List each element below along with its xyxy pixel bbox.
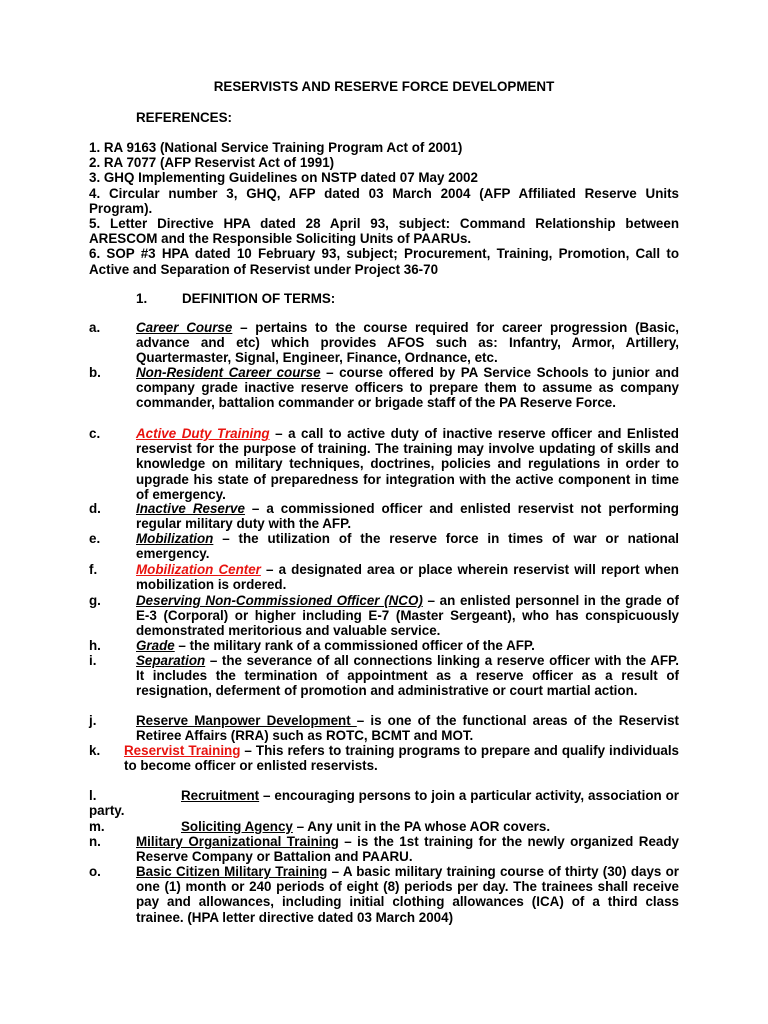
definition-text: – a designated area or place wherein reservist will report when mobilization is ordered. <box>136 562 679 593</box>
definition-text: – an enlisted personnel in the grade of E-3 (Corporal) or higher including E-7 (Master Sergeant), who has conspicuously demonstrated meritorious and valuable service. <box>136 593 679 639</box>
definition-item <box>89 743 679 773</box>
definition-text: – Any unit in the PA whose AOR covers. <box>292 819 551 834</box>
definition-text: – encouraging persons to join a particular activity, association or party. <box>89 788 679 819</box>
definition-item <box>89 365 679 411</box>
definition-term: Military Organizational Training <box>136 834 339 849</box>
definition-item <box>89 819 679 834</box>
reference-item: 5. Letter Directive HPA dated 28 April 93, subject: Command Relationship between ARESCOM and the Responsible Soliciting Units of PAARUs. <box>89 216 679 247</box>
definition-letter: m. <box>89 819 105 834</box>
definition-term: Separation <box>136 653 206 668</box>
definition-letter: d. <box>89 501 101 516</box>
definition-item <box>89 593 679 639</box>
reference-item: 3. GHQ Implementing Guidelines on NSTP dated 07 May 2002 <box>89 170 478 186</box>
definition-term: Non-Resident Career course <box>136 365 321 380</box>
definition-letter: n. <box>89 834 101 849</box>
definition-item <box>89 638 679 653</box>
definition-term: Basic Citizen Military Training <box>136 864 328 879</box>
definition-term: Reservist Training <box>124 743 241 758</box>
definition-term: Inactive Reserve <box>136 501 245 516</box>
definition-letter: a. <box>89 320 101 335</box>
section-label: DEFINITION OF TERMS: <box>182 291 336 306</box>
reference-item: 2. RA 7077 (AFP Reservist Act of 1991) <box>89 155 335 171</box>
definition-text: – a commissioned officer and enlisted reservist not performing regular military duty with the AFP. <box>136 501 679 532</box>
definition-item <box>89 426 679 502</box>
definition-letter: k. <box>89 743 101 758</box>
definition-item <box>89 653 679 699</box>
definition-letter: h. <box>89 638 101 653</box>
definition-text: – is one of the functional areas of the Reservist Retiree Affairs (RRA) such as ROTC, BCMT and MOT. <box>136 713 680 744</box>
definition-item <box>89 562 679 592</box>
definition-letter: b. <box>89 365 101 380</box>
definition-text: – the military rank of a commissioned officer of the AFP. <box>174 638 535 653</box>
definition-term: Reserve Manpower Development <box>136 713 357 728</box>
section-number: 1. <box>136 291 148 306</box>
definition-letter: i. <box>89 653 97 668</box>
definition-letter: e. <box>89 531 101 546</box>
definition-term: Grade <box>136 638 175 653</box>
definition-letter: c. <box>89 426 101 441</box>
definition-letter: l. <box>89 788 97 803</box>
definition-text: – A basic military training course of thirty (30) days or one (1) month or 240 periods of eight (8) periods per day. The trainees shall receive pay and allowances, including initial clothing allowances (ICA) of a third class trainee. (HPA letter directive dated 03 March 2004) <box>136 864 679 925</box>
references-list <box>89 140 679 277</box>
definition-item <box>89 788 679 818</box>
definition-term: Recruitment <box>181 788 260 803</box>
definition-term: Mobilization Center <box>136 562 261 577</box>
definition-text: – pertains to the course required for career progression (Basic, advance and etc) which provides AFOS such as: Infantry, Armor, Artillery, Quartermaster, Signal, Engineer, Finance, Ordnance, etc. <box>136 320 679 366</box>
definition-letter: g. <box>89 593 101 608</box>
section-heading <box>136 291 335 306</box>
definition-item <box>89 864 679 925</box>
definition-item <box>89 713 679 743</box>
definition-text: – a call to active duty of inactive reserve officer and Enlisted reservist for the purpose of training. The training may involve updating of skills and knowledge on military techniques, doctrines, policies and regulations in order to upgrade his state of preparedness for integration with the active component in time of emergency. <box>136 426 679 502</box>
document-title: RESERVISTS AND RESERVE FORCE DEVELOPMENT <box>213 79 555 94</box>
definition-item <box>89 834 679 864</box>
definition-item <box>89 531 679 561</box>
definition-term: Soliciting Agency <box>181 819 293 834</box>
definition-item <box>89 501 679 531</box>
definition-term: Deserving Non-Commissioned Officer (NCO) <box>136 593 423 608</box>
reference-item: 1. RA 9163 (National Service Training Program Act of 2001) <box>89 140 463 155</box>
definition-letter: j. <box>89 713 97 728</box>
reference-item: 6. SOP #3 HPA dated 10 February 93, subject; Procurement, Training, Promotion, Call to Active and Separation of Reservist under Project 36-70 <box>89 246 679 277</box>
reference-item: 4. Circular number 3, GHQ, AFP dated 03 March 2004 (AFP Affiliated Reserve Units Program). <box>89 185 679 216</box>
references-heading: REFERENCES: <box>136 110 232 125</box>
definition-letter: f. <box>89 562 98 577</box>
definition-text: – is the 1st training for the newly organized Ready Reserve Company or Battalion and PAARU. <box>136 834 679 865</box>
definition-text: – course offered by PA Service Schools to junior and company grade inactive reserve officers to prepare them to assume as company commander, battalion commander or brigade staff of the PA Reserve Force. <box>136 365 679 411</box>
definition-letter: o. <box>89 864 101 879</box>
definition-text: – This refers to training programs to prepare and qualify individuals to become officer or enlisted reservists. <box>124 743 679 774</box>
definition-text: – the severance of all connections linking a reserve officer with the AFP. It includes the termination of appointment as a reserve officer as a result of resignation, deferment of promotion and administrative or court martial action. <box>136 653 679 699</box>
definition-item <box>89 320 679 366</box>
definition-term: Career Course <box>136 320 233 335</box>
definition-term: Active Duty Training <box>136 426 270 441</box>
definition-term: Mobilization <box>136 531 214 546</box>
definition-text: – the utilization of the reserve force in times of war or national emergency. <box>136 531 679 562</box>
